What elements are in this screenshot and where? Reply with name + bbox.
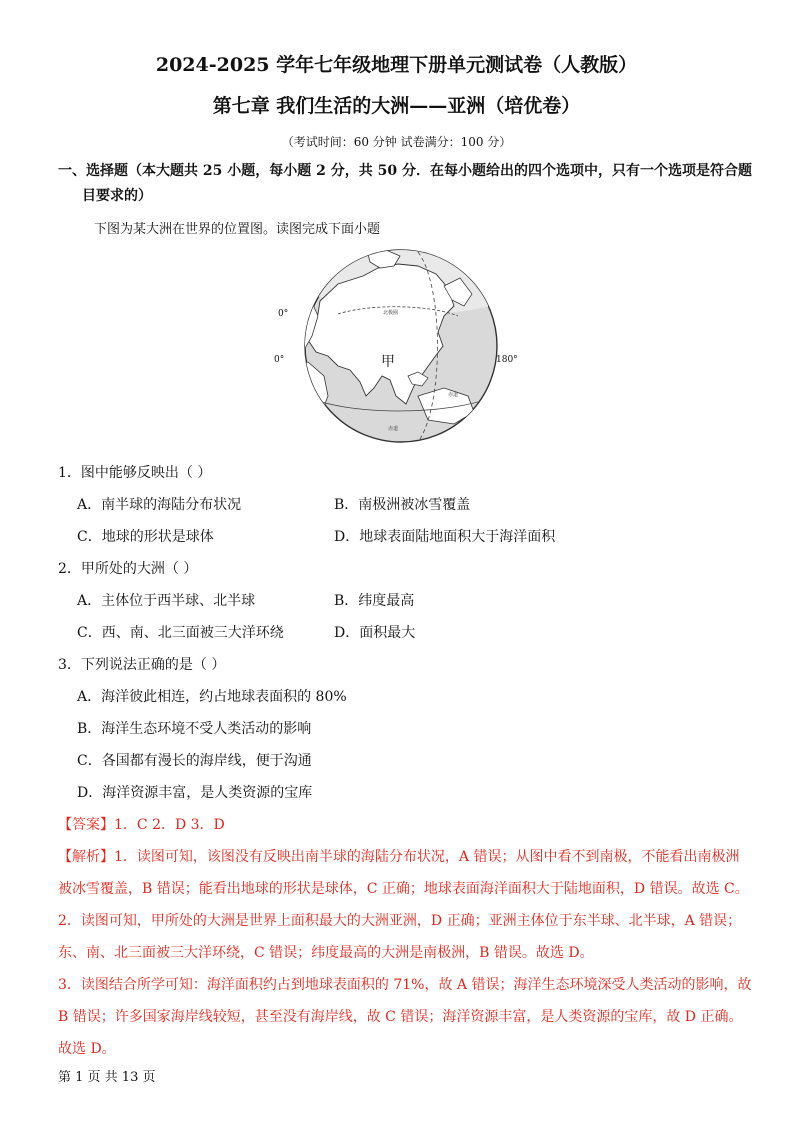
analysis-line-2: 被冰雪覆盖，B 错误；能看出地球的形状是球体，C 正确；地球表面海洋面积大于陆地面积，D 错误。故选 C。 xyxy=(58,881,749,897)
section-heading-line1: 一、选择题（本大题共 25 小题，每小题 2 分，共 50 分．在每小题给出的四个选项中，只有一个选项是符合题 xyxy=(58,163,752,179)
map-label-180: 180° xyxy=(496,355,518,365)
exam-info: （考试时间：60 分钟 试卷满分：100 分） xyxy=(281,135,512,149)
question-2-stem: 2．甲所处的大洲（ ） xyxy=(58,561,198,577)
question-3-option-b: B．海洋生态环境不受人类活动的影响 xyxy=(77,721,312,737)
analysis-line-1: 【解析】1．读图可知，该图没有反映出南半球的海陆分布状况，A 错误；从图中看不到南极，不能看出南极洲 xyxy=(58,849,740,865)
page-footer: 第 1 页 共 13 页 xyxy=(58,1070,156,1085)
question-1-option-c: C．地球的形状是球体 xyxy=(77,529,214,545)
section-heading-line2: 目要求的） xyxy=(82,188,152,204)
question-1-option-d: D．地球表面陆地面积大于海洋面积 xyxy=(334,529,556,545)
question-3-stem: 3．下列说法正确的是（ ） xyxy=(58,657,226,673)
analysis-line-7: 故选 D。 xyxy=(58,1041,116,1057)
question-2-option-d: D．面积最大 xyxy=(334,625,416,641)
analysis-line-6: B 错误；许多国家海岸线较短，甚至没有海岸线，故 C 错误；海洋资源丰富，是人类资源的宝库，故 D 正确。 xyxy=(58,1009,743,1025)
question-3-option-a: A．海洋彼此相连，约占地球表面积的 80% xyxy=(77,689,347,705)
analysis-line-4: 东、南、北三面被三大洋环绕，C 错误；纬度最高的大洲是南极洲，B 错误。故选 D。 xyxy=(58,945,594,961)
analysis-line-5: 3．读图结合所学可知：海洋面积约占到地球表面积的 71%，故 A 错误；海洋生态环境深受人类活动的影响，故 xyxy=(58,977,752,993)
question-1-stem: 1．图中能够反映出（ ） xyxy=(58,465,212,481)
map-label-bottom: 赤道 xyxy=(388,426,399,432)
map-label-arctic: 北极圈 xyxy=(383,310,399,316)
map-label-0b: 0° xyxy=(274,355,285,365)
analysis-line-3: 2．读图可知，甲所处的大洲是世界上面积最大的大洲亚洲，D 正确；亚洲主体位于东半球、北半球，A 错误； xyxy=(58,913,742,929)
question-1-option-a: A．南半球的海陆分布状况 xyxy=(77,497,242,513)
question-1-option-b: B．南极洲被冰雪覆盖 xyxy=(334,497,471,513)
question-2-option-a: A．主体位于西半球、北半球 xyxy=(77,593,256,609)
figure-intro: 下图为某大洲在世界的位置图。读图完成下面小题 xyxy=(94,222,381,237)
page-subtitle: 第七章 我们生活的大洲——亚洲（培优卷） xyxy=(212,95,581,117)
map-label-center: 甲 xyxy=(381,354,395,370)
question-3-option-d: D．海洋资源丰富，是人类资源的宝库 xyxy=(77,785,313,801)
answer-line: 【答案】1．C 2．D 3．D xyxy=(58,817,225,833)
globe-map-figure xyxy=(268,246,530,446)
map-label-0a: 0° xyxy=(278,309,289,319)
question-2-option-c: C．西、南、北三面被三大洋环绕 xyxy=(77,625,284,641)
question-3-option-c: C．各国都有漫长的海岸线，便于沟通 xyxy=(77,753,312,769)
question-2-option-b: B．纬度最高 xyxy=(334,593,415,609)
map-label-tropic: 赤道 xyxy=(448,392,459,398)
page-title: 2024-2025 学年七年级地理下册单元测试卷（人教版） xyxy=(155,54,638,76)
